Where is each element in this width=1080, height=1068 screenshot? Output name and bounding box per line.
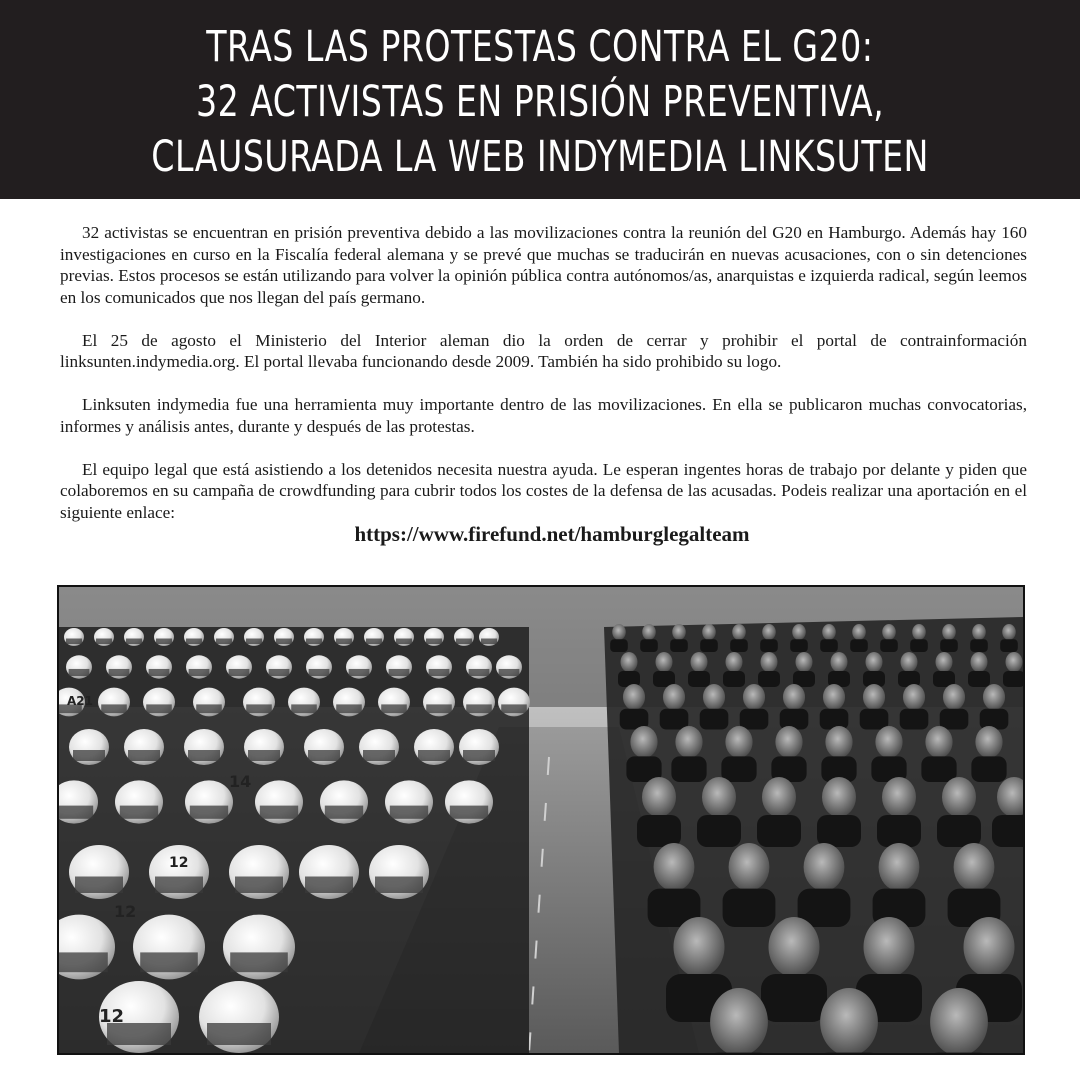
helmet-visor — [246, 639, 262, 645]
helmet-visor — [230, 952, 288, 972]
protester-head — [866, 652, 883, 672]
helmet-visor — [156, 639, 172, 645]
protester-head — [831, 652, 848, 672]
helmet-visor — [155, 877, 203, 894]
helmet-visor — [306, 639, 322, 645]
protester-head — [702, 624, 716, 640]
protester-head — [822, 777, 856, 817]
helmet-visor — [469, 669, 490, 676]
protester-body — [660, 709, 689, 730]
protester-body — [758, 671, 780, 687]
helmet-visor — [189, 669, 210, 676]
helmet-visor — [375, 877, 423, 894]
helmet-visor — [126, 639, 142, 645]
protester-head — [761, 652, 778, 672]
protester-body — [637, 815, 681, 847]
protester-head — [852, 624, 866, 640]
protester-head — [925, 726, 952, 758]
helmet-number: 12 — [99, 1006, 125, 1027]
protester-body — [970, 639, 988, 652]
helmet-number: 14 — [229, 772, 252, 791]
protester-head — [725, 726, 752, 758]
protester-body — [921, 756, 956, 782]
protester-head — [630, 726, 657, 758]
paragraph-3: Linksuten indymedia fue una herramienta muy importante dentro de las movilizaciones. En ella se publicaron muchas convocatorias, informes y análisis antes, durante y después de las protestas. — [60, 395, 1027, 436]
helmet-visor — [59, 806, 93, 819]
helmet-visor — [336, 704, 362, 713]
protester-head — [642, 624, 656, 640]
protester-head — [775, 726, 802, 758]
helmet-visor — [101, 704, 127, 713]
protester-body — [730, 639, 748, 652]
protester-head — [882, 777, 916, 817]
protester-body — [740, 709, 769, 730]
headline-banner — [0, 0, 1080, 199]
helmet-visor — [305, 877, 353, 894]
protester-head — [901, 652, 918, 672]
helmet-visor — [481, 639, 497, 645]
protester-head — [1002, 624, 1016, 640]
protester-head — [710, 988, 768, 1053]
protester-head — [762, 624, 776, 640]
paragraph-4: El equipo legal que está asistiendo a los detenidos necesita nuestra ayuda. Le esperan ingentes horas de trabajo por delante y piden que colaboremos en su campaña de crowdfunding para cubrir todos los costes de la defensa de las acusadas. Podeis realizar una aportación en el siguiente enlace: — [60, 459, 1027, 522]
helmet-visor — [291, 704, 317, 713]
protester-head — [972, 624, 986, 640]
helmet-visor — [128, 750, 160, 761]
protester-body — [757, 815, 801, 847]
protester-body — [940, 709, 969, 730]
protester-head — [863, 684, 885, 710]
protester-body — [640, 639, 658, 652]
helmet-visor — [96, 639, 112, 645]
protester-body — [910, 639, 928, 652]
paragraph-2: El 25 de agosto el Ministerio del Interior aleman dio la orden de cerrar y prohibir el portal de contrainformación linksunten.indymedia.org. El portal llevaba funcionando desde 2009. También ha sido prohibido su logo. — [60, 330, 1027, 371]
protester-body — [670, 639, 688, 652]
helmet-visor — [146, 704, 172, 713]
protester-head — [912, 624, 926, 640]
protester-head — [1006, 652, 1023, 672]
helmet-visor — [426, 639, 442, 645]
helmet-visor — [120, 806, 158, 819]
protester-body — [610, 639, 628, 652]
protester-head — [762, 777, 796, 817]
protester-head — [942, 777, 976, 817]
helmet-visor — [418, 750, 450, 761]
protester-head — [702, 777, 736, 817]
protester-head — [663, 684, 685, 710]
helmet-visor — [260, 806, 298, 819]
protester-head — [975, 726, 1002, 758]
article-body — [60, 222, 1027, 545]
protester-body — [850, 639, 868, 652]
helmet-visor — [429, 669, 450, 676]
protester-head — [703, 684, 725, 710]
protester-head — [943, 684, 965, 710]
helmet-visor — [66, 639, 82, 645]
protester-body — [992, 815, 1023, 847]
protester-body — [790, 639, 808, 652]
helmet-visor — [349, 669, 370, 676]
protester-body — [671, 756, 706, 782]
headline-line-3: CLAUSURADA LA WEB INDYMEDIA LINKSUTEN — [151, 132, 929, 182]
protest-photo — [57, 585, 1025, 1055]
protester-body — [780, 709, 809, 730]
protester-head — [796, 652, 813, 672]
protester-body — [688, 671, 710, 687]
helmet-visor — [325, 806, 363, 819]
protester-head — [983, 684, 1005, 710]
helmet-visor — [75, 877, 123, 894]
helmet-visor — [186, 639, 202, 645]
helmet-number: A21 — [67, 694, 93, 708]
helmet-visor — [216, 639, 232, 645]
protester-head — [879, 843, 920, 891]
protester-body — [1000, 639, 1018, 652]
headline-line-1: TRAS LAS PROTESTAS CONTRA EL G20: — [206, 22, 874, 72]
protester-head — [743, 684, 765, 710]
helmet-visor — [336, 639, 352, 645]
helmet-number: 12 — [114, 902, 137, 921]
protester-body — [700, 639, 718, 652]
protester-head — [691, 652, 708, 672]
protester-head — [822, 624, 836, 640]
helmet-visor — [140, 952, 198, 972]
helmet-visor — [450, 806, 488, 819]
protester-head — [823, 684, 845, 710]
helmet-visor — [269, 669, 290, 676]
protester-body — [968, 671, 990, 687]
protester-head — [612, 624, 626, 640]
protester-head — [656, 652, 673, 672]
protester-body — [761, 974, 827, 1022]
helmet-visor — [309, 669, 330, 676]
helmet-visor — [248, 750, 280, 761]
helmet-visor — [190, 806, 228, 819]
protester-body — [877, 815, 921, 847]
protester-head — [875, 726, 902, 758]
helmet-visor — [246, 704, 272, 713]
protester-head — [864, 917, 915, 977]
protester-body — [940, 639, 958, 652]
protester-head — [621, 652, 638, 672]
crowdfunding-link[interactable]: https://www.firefund.net/hamburglegalteam — [354, 522, 750, 546]
protester-body — [697, 815, 741, 847]
protester-body — [723, 671, 745, 687]
protester-head — [732, 624, 746, 640]
protester-head — [792, 624, 806, 640]
protester-head — [654, 843, 695, 891]
protester-head — [954, 843, 995, 891]
protester-head — [882, 624, 896, 640]
protester-body — [900, 709, 929, 730]
helmet-visor — [390, 806, 428, 819]
helmet-visor — [466, 704, 492, 713]
helmet-visor — [308, 750, 340, 761]
protester-head — [729, 843, 770, 891]
protester-head — [672, 624, 686, 640]
protest-photo-illustration — [59, 587, 1023, 1053]
helmet-visor — [235, 877, 283, 894]
helmet-visor — [196, 704, 222, 713]
helmet-visor — [396, 639, 412, 645]
helmet-visor — [389, 669, 410, 676]
helmet-visor — [188, 750, 220, 761]
protester-head — [804, 843, 845, 891]
helmet-visor — [149, 669, 170, 676]
helmet-visor — [381, 704, 407, 713]
helmet-visor — [59, 952, 108, 972]
protester-body — [723, 889, 776, 927]
protester-body — [700, 709, 729, 730]
helmet-number: 12 — [169, 855, 189, 871]
helmet-visor — [499, 669, 520, 676]
protester-head — [930, 988, 988, 1053]
protester-head — [820, 988, 878, 1053]
protester-body — [880, 639, 898, 652]
helmet-visor — [73, 750, 105, 761]
protester-body — [937, 815, 981, 847]
protester-head — [726, 652, 743, 672]
protester-body — [980, 709, 1009, 730]
helmet-visor — [363, 750, 395, 761]
protester-head — [903, 684, 925, 710]
protester-body — [971, 756, 1006, 782]
protester-body — [860, 709, 889, 730]
helmet-visor — [456, 639, 472, 645]
protester-head — [642, 777, 676, 817]
helmet-visor — [276, 639, 292, 645]
protester-head — [942, 624, 956, 640]
protester-head — [623, 684, 645, 710]
protester-head — [674, 917, 725, 977]
protester-head — [783, 684, 805, 710]
protester-body — [820, 709, 849, 730]
protester-head — [675, 726, 702, 758]
protester-body — [1003, 671, 1023, 687]
headline-line-2: 32 ACTIVISTAS EN PRISIÓN PREVENTIVA, — [195, 77, 885, 127]
helmet-visor — [207, 1023, 271, 1045]
protester-head — [971, 652, 988, 672]
helmet-visor — [463, 750, 495, 761]
protester-body — [817, 815, 861, 847]
protester-body — [760, 639, 778, 652]
protester-head — [936, 652, 953, 672]
protester-body — [820, 639, 838, 652]
protester-body — [721, 756, 756, 782]
helmet-visor — [69, 669, 90, 676]
protester-head — [825, 726, 852, 758]
protester-head — [964, 917, 1015, 977]
helmet-visor — [366, 639, 382, 645]
helmet-visor — [109, 669, 130, 676]
helmet-visor — [426, 704, 452, 713]
helmet-visor — [501, 704, 527, 713]
helmet-visor — [229, 669, 250, 676]
paragraph-1: 32 activistas se encuentran en prisión preventiva debido a las movilizaciones contra la reunión del G20 en Hamburgo. Además hay 160 investigaciones en curso en la Fiscalía federal alemana y se prevé que muchas se traducirán en nuevas acusaciones, con o sin detenciones previas. Estos procesos se están utilizando para volver la opinión pública contra autónomos/as, anarquistas e izquierda radical, según leemos en los comunicados que nos llegan del país germano. — [60, 223, 1027, 307]
protester-head — [769, 917, 820, 977]
